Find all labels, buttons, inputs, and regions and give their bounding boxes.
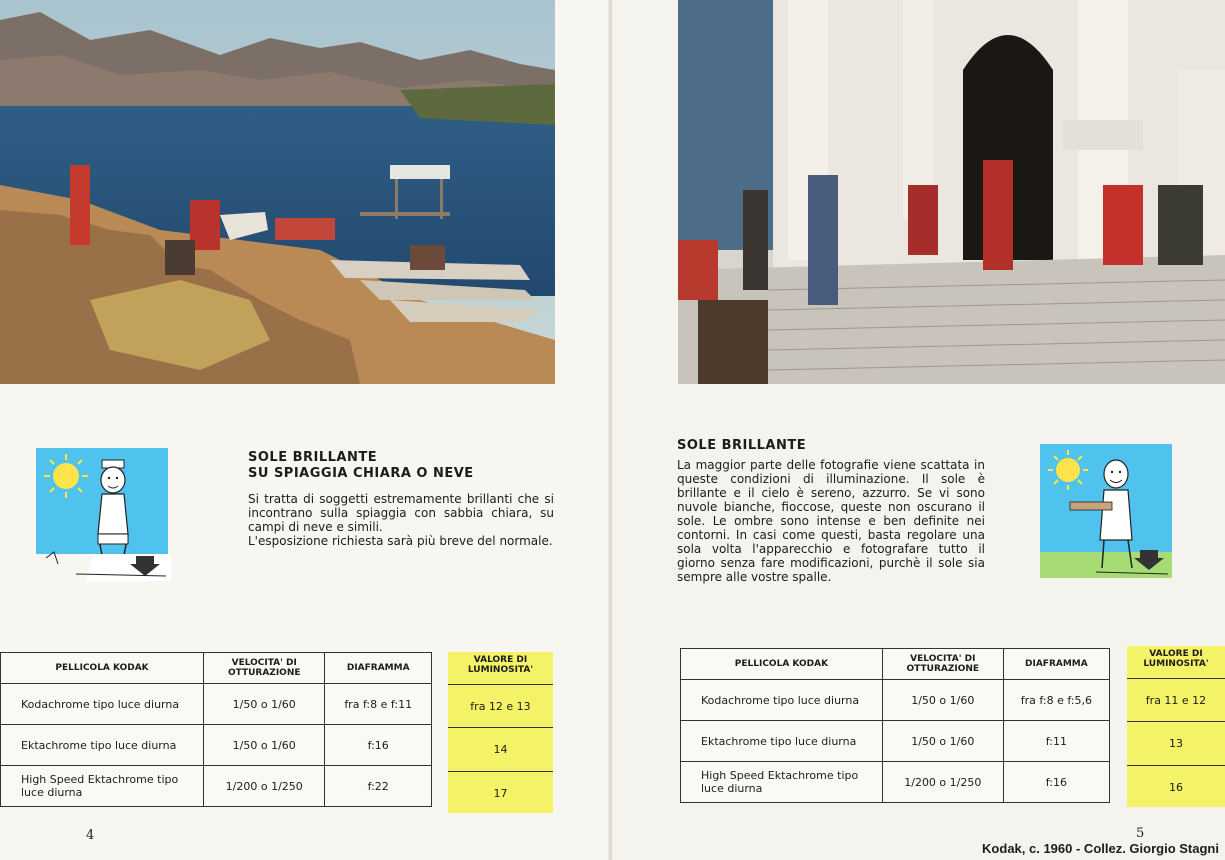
table-row — [1, 766, 432, 807]
right-exposure-table — [680, 648, 1110, 803]
luminosity-value: 14 — [448, 728, 553, 772]
luminosity-header: VALORE DI LUMINOSITA' — [1127, 646, 1225, 679]
right-heading: SOLE BRILLANTE — [677, 438, 807, 453]
col-header-aperture: DIAFRAMMA — [325, 653, 432, 684]
shutter-value: 1/200 o 1/250 — [882, 762, 1003, 803]
right-luminosity-column — [1127, 646, 1225, 807]
collection-credit: Kodak, c. 1960 - Collez. Giorgio Stagni — [982, 841, 1219, 856]
film-name: Kodachrome tipo luce diurna — [1, 684, 204, 725]
left-heading-line2: SU SPIAGGIA CHIARA O NEVE — [248, 466, 474, 481]
col-header-shutter: VELOCITA' DI OTTURAZIONE — [882, 649, 1003, 680]
aperture-value: f:11 — [1003, 721, 1109, 762]
col-header-film: PELLICOLA KODAK — [1, 653, 204, 684]
shutter-value: 1/50 o 1/60 — [882, 680, 1003, 721]
table-row — [1, 684, 432, 725]
right-page-number: 5 — [1136, 826, 1145, 841]
luminosity-header: VALORE DI LUMINOSITA' — [448, 652, 553, 685]
shutter-value: 1/50 o 1/60 — [204, 725, 325, 766]
film-name: High Speed Ektachrome tipo luce diurna — [681, 762, 883, 803]
table-row — [681, 721, 1110, 762]
shutter-value: 1/200 o 1/250 — [204, 766, 325, 807]
luminosity-value: 13 — [1127, 722, 1225, 766]
film-name: High Speed Ektachrome tipo luce diurna — [1, 766, 204, 807]
col-header-shutter: VELOCITA' DI OTTURAZIONE — [204, 653, 325, 684]
aperture-value: fra f:8 e f:5,6 — [1003, 680, 1109, 721]
aperture-value: fra f:8 e f:11 — [325, 684, 432, 725]
beach-sun-illustration — [36, 446, 171, 581]
film-name: Ektachrome tipo luce diurna — [681, 721, 883, 762]
left-page — [0, 0, 612, 860]
left-paragraph-1: Si tratta di soggetti estremamente brillanti che si incontrano sulla spiaggia con sabbia chiara, su campi di neve e simili. — [248, 492, 554, 534]
luminosity-value: 16 — [1169, 781, 1183, 794]
left-heading — [248, 450, 548, 482]
church-steps-photo — [678, 0, 1225, 384]
table-row — [1, 725, 432, 766]
aperture-value: f:16 — [325, 725, 432, 766]
luminosity-value: 17 — [493, 787, 508, 800]
film-name: Ektachrome tipo luce diurna — [1, 725, 204, 766]
table-row — [681, 762, 1110, 803]
sunny-day-illustration — [1040, 444, 1174, 580]
aperture-value: f:22 — [325, 766, 432, 807]
left-heading-line1: SOLE BRILLANTE — [248, 450, 378, 465]
col-header-film: PELLICOLA KODAK — [681, 649, 883, 680]
left-paragraph-2: L'esposizione richiesta sarà più breve del normale. — [248, 534, 553, 548]
left-page-number: 4 — [86, 828, 95, 843]
table-row — [681, 680, 1110, 721]
lake-photo — [0, 0, 555, 384]
luminosity-value: fra 12 e 13 — [448, 685, 553, 728]
right-page — [612, 0, 1225, 860]
right-body-text: La maggior parte delle fotografie viene scattata in queste condizioni di illuminazione. Il sole è brillante e il cielo è sereno, azzurro. Se vi sono nuvole bianche, fioccose, queste non oscurano il sole. Le ombre sono intense e ben definite nei contorni. In casi come questi, basta regolare una sola volta l'apparecchio e fotografare tutto il giorno senza fare modificazioni, purchè il sole sia sempre alle vostre spalle. — [677, 458, 985, 584]
left-body-text — [248, 492, 554, 548]
left-exposure-table — [0, 652, 432, 807]
left-luminosity-column — [448, 652, 553, 813]
col-header-aperture: DIAFRAMMA — [1003, 649, 1109, 680]
shutter-value: 1/50 o 1/60 — [882, 721, 1003, 762]
luminosity-value: fra 11 e 12 — [1127, 679, 1225, 722]
film-name: Kodachrome tipo luce diurna — [681, 680, 883, 721]
aperture-value: f:16 — [1003, 762, 1109, 803]
shutter-value: 1/50 o 1/60 — [204, 684, 325, 725]
